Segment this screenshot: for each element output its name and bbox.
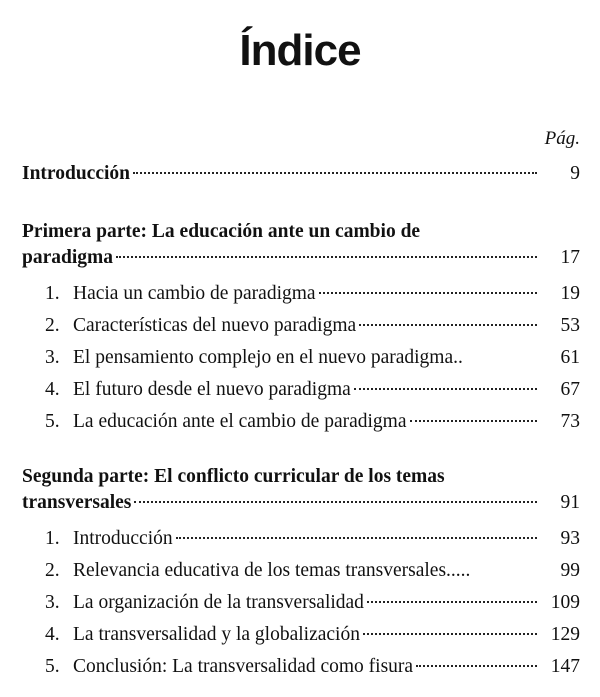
part2-heading: Segunda parte: El conflicto curricular de los temas [22, 466, 445, 487]
toc-entry-label: La transversalidad y la globalización [73, 624, 360, 645]
toc-entry-label: Introducción [22, 163, 130, 184]
toc-entry[interactable] [45, 377, 580, 403]
toc-entry[interactable] [45, 558, 580, 584]
toc-entry-page: 53 [560, 315, 580, 336]
part1-heading: Primera parte: La educación ante un cambio de [22, 221, 421, 242]
toc-entry-page: 73 [560, 411, 580, 432]
dot-leader [319, 292, 537, 294]
toc-entry-number: 2. [45, 560, 60, 581]
toc-entry-label: paradigma [22, 247, 114, 268]
toc-entry-page: 147 [550, 656, 580, 677]
toc-entry-number: 2. [45, 315, 60, 336]
toc-entry[interactable] [45, 622, 580, 648]
dot-leader [133, 172, 537, 174]
toc-entry-number: 4. [45, 379, 60, 400]
toc-entry[interactable] [45, 590, 580, 616]
toc-entry-part1[interactable] [22, 245, 580, 271]
toc-entry[interactable] [45, 281, 580, 307]
toc-entry-page: 17 [560, 247, 580, 268]
toc-entry-label: La educación ante el cambio de paradigma [73, 411, 407, 432]
page-title: Índice [239, 26, 361, 75]
toc-entry-label: Relevancia educativa de los temas transversales..... [73, 560, 471, 581]
toc-entry[interactable] [45, 654, 580, 680]
toc-entry-page: 93 [560, 528, 580, 549]
toc-entry-page: 67 [560, 379, 580, 400]
toc-entry-label: Introducción [73, 528, 173, 549]
toc-entry-page: 99 [560, 560, 580, 581]
toc-entry-label: Conclusión: La transversalidad como fisura [73, 656, 414, 677]
toc-entry-page: 9 [570, 163, 580, 184]
page-column-label: Pág. [544, 128, 580, 149]
toc-entry-number: 1. [45, 528, 60, 549]
toc-entry-page: 19 [560, 283, 580, 304]
toc-entry-page: 61 [560, 347, 580, 368]
toc-entry[interactable] [45, 409, 580, 435]
dot-leader [354, 388, 537, 390]
toc-entry-number: 5. [45, 411, 60, 432]
toc-entry-introduction[interactable] [22, 161, 580, 187]
dot-leader [363, 633, 537, 635]
toc-entry-label: La organización de la transversalidad [73, 592, 364, 613]
toc-entry-label: El futuro desde el nuevo paradigma [73, 379, 351, 400]
dot-leader [416, 665, 537, 667]
dot-leader [367, 601, 537, 603]
toc-entry-page: 129 [550, 624, 580, 645]
dot-leader [359, 324, 537, 326]
toc-entry-number: 3. [45, 347, 60, 368]
toc-entry[interactable] [45, 313, 580, 339]
dot-leader [116, 256, 537, 258]
toc-entry-label: El pensamiento complejo en el nuevo paradigma.. [73, 347, 463, 368]
toc-entry-label: transversales [22, 492, 132, 513]
dot-leader [134, 501, 537, 503]
toc-entry-page: 109 [550, 592, 580, 613]
toc-entry[interactable] [45, 526, 580, 552]
toc-entry-label: Hacia un cambio de paradigma [73, 283, 316, 304]
toc-entry-label: Características del nuevo paradigma [73, 315, 357, 336]
dot-leader [410, 420, 538, 422]
toc-entry-number: 1. [45, 283, 60, 304]
toc-entry-part2[interactable] [22, 490, 580, 516]
toc-entry-number: 3. [45, 592, 60, 613]
dot-leader [176, 537, 537, 539]
toc-entry-page: 91 [560, 492, 580, 513]
toc-entry-number: 5. [45, 656, 60, 677]
toc-entry[interactable] [45, 345, 580, 371]
toc-entry-number: 4. [45, 624, 60, 645]
